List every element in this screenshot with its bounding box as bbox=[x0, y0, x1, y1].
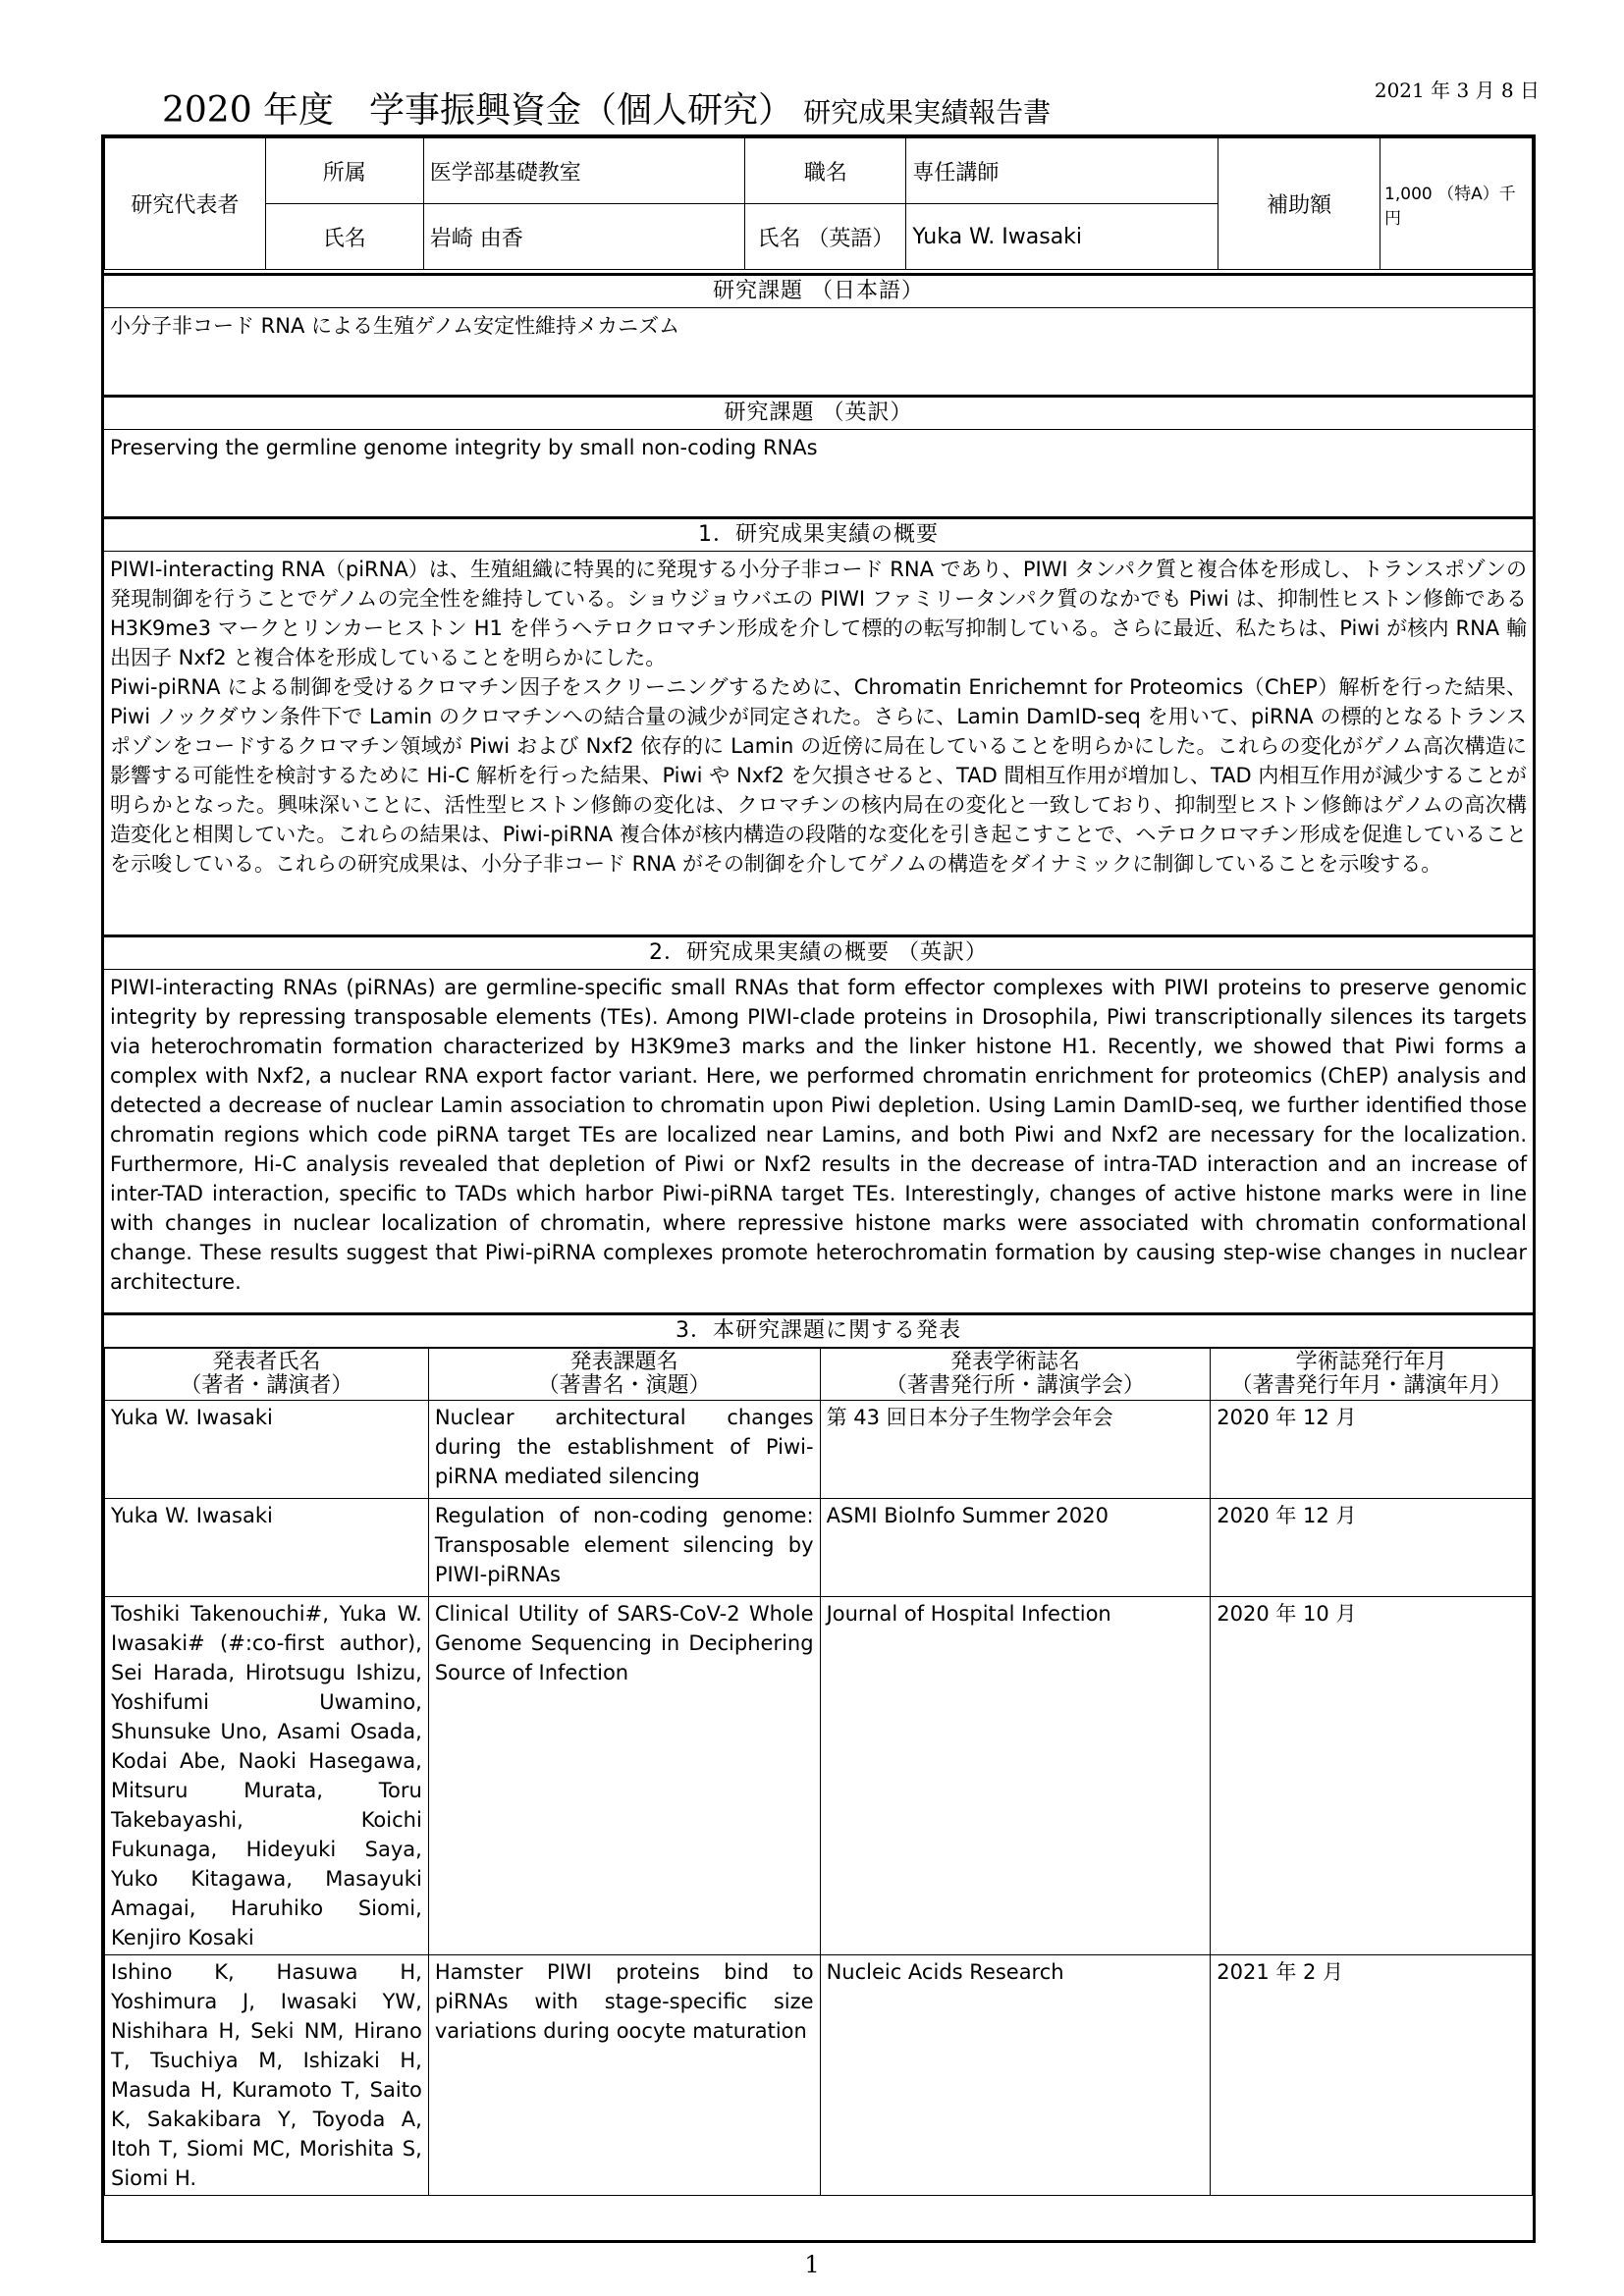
pub-authors: Ishino K, Hasuwa H, Yoshimura J, Iwasaki YW, Nishihara H, Seki NM, Hirano T, Tsuchiya M, Ishizaki H, Masuda H, Kuramoto T, Saito K, Sakakibara Y, Toyoda A, Itoh T, Siomi MC, Morishita S, Siomi H. bbox=[105, 1955, 429, 2196]
pub-date: 2020 年 12 月 bbox=[1211, 1401, 1533, 1499]
publications-header-row bbox=[105, 1349, 1533, 1401]
subsidy-amount: 1,000 （特A）千円 bbox=[1380, 138, 1533, 270]
pub-venue: ASMI BioInfo Summer 2020 bbox=[820, 1499, 1211, 1597]
summary-en-heading: 2．研究成果実績の概要 （英訳） bbox=[104, 937, 1533, 970]
pub-title: Nuclear architectural changes during the establishment of Piwi-piRNA mediated silencing bbox=[428, 1401, 820, 1499]
publication-row bbox=[105, 1401, 1533, 1499]
summary-en-section bbox=[104, 934, 1533, 1312]
subsidy-label: 補助額 bbox=[1218, 138, 1380, 270]
topic-en-section bbox=[104, 395, 1533, 516]
summary-jp-paragraph: PIWI-interacting RNA（piRNA）は、生殖組織に特異的に発現する小分子非コード RNA であり、PIWI タンパク質と複合体を形成し、トランスポゾンの発現制御を行うことでゲノムの完全性を維持している。ショウジョウバエの PIWI ファミリータンパク質のなかでも Piwi は、抑制性ヒストン修飾である H3K9me3 マークとリンカーヒストン H1 を伴うヘテロクロマチン形成を介して標的の転写抑制している。さらに最近、私たちは、Piwi が核内 RNA 輸出因子 Nxf2 と複合体を形成していることを明らかにした。 bbox=[110, 558, 1527, 669]
representative-label: 研究代表者 bbox=[105, 138, 266, 270]
summary-en-text: PIWI-interacting RNAs (piRNAs) are germline-specific small RNAs that form effector complexes with PIWI proteins to preserve genomic integrity by repressing transposable elements (TEs). Among PIWI-clade proteins in Drosophila, Piwi transcriptionally silences its targets via heterochromatin formation characterized by H3K9me3 marks and the linker histone H1. Recently, we showed that Piwi forms a complex with Nxf2, a nuclear RNA export factor variant. Here, we performed chromatin enrichment for proteomics (ChEP) analysis and detected a decrease of nuclear Lamin association to chromatin upon Piwi depletion. Using Lamin DamID-seq, we further identified those chromatin regions which code piRNA target TEs are localized near Lamins, and both Piwi and Nxf2 are necessary for the localization. Furthermore, Hi-C analysis revealed that depletion of Piwi or Nxf2 results in the decrease of intra-TAD interaction and an increase of inter-TAD interaction, specific to TADs which harbor Piwi-piRNA target TEs. Interestingly, changes of active histone marks were in line with changes in nuclear localization of chromatin, where repressive histone marks were associated with chromatin conformational change. These results suggest that Piwi-piRNA complexes promote heterochromatin formation by causing step-wise changes in nuclear architecture. bbox=[110, 976, 1527, 1294]
pub-title: Regulation of non-coding genome: Transposable element silencing by PIWI-piRNAs bbox=[428, 1499, 820, 1597]
pub-date: 2021 年 2 月 bbox=[1211, 1955, 1533, 2196]
column-header-date: 学術誌発行年月 （著書発行年月・講演年月） bbox=[1211, 1349, 1533, 1401]
summary-jp-section bbox=[104, 516, 1533, 934]
topic-jp-section bbox=[104, 273, 1533, 395]
pub-title: Clinical Utility of SARS-CoV-2 Whole Genome Sequencing in Deciphering Source of Infection bbox=[428, 1597, 820, 1955]
summary-jp-body bbox=[104, 552, 1533, 881]
column-header-venue: 発表学術誌名 （著書発行所・講演学会） bbox=[820, 1349, 1211, 1401]
pub-venue: Nucleic Acids Research bbox=[820, 1955, 1211, 2196]
summary-jp-paragraph: Piwi-piRNA による制御を受けるクロマチン因子をスクリーニングするために、Chromatin Enrichemnt for Proteomics（ChEP）解析を行った結果、Piwi ノックダウン条件下で Lamin のクロマチンへの結合量の減少が同定された。さらに、Lamin DamID-seq を用いて、piRNA の標的となるトランスポゾンをコードするクロマチン領域が Piwi および Nxf2 依存的に Lamin の近傍に局在していることを明らかにした。これらの変化がゲノム高次構造に影響する可能性を検討するために Hi-C 解析を行った結果、Piwi や Nxf2 を欠損させると、TAD 間相互作用が増加し、TAD 内相互作用が減少することが明らかとなった。興味深いことに、活性型ヒストン修飾の変化は、クロマチンの核内局在の変化と一致しており、抑制型ヒストン修飾はゲノムの高次構造変化と相関していた。これらの結果は、Piwi-piRNA 複合体が核内構造の段階的な変化を引き起こすことで、ヘテロクロマチン形成を促進していることを示唆している。これらの研究成果は、小分子非コード RNA がその制御を介してゲノムの構造をダイナミックに制御していることを示唆する。 bbox=[110, 675, 1527, 876]
publications-heading: 3．本研究課題に関する発表 bbox=[104, 1315, 1533, 1348]
topic-jp-heading: 研究課題 （日本語） bbox=[104, 276, 1533, 308]
topic-en-text: Preserving the germline genome integrity by small non-coding RNAs bbox=[110, 436, 818, 459]
report-frame bbox=[101, 134, 1536, 2243]
pub-title: Hamster PIWI proteins bind to piRNAs with stage-specific size variations during oocyte maturation bbox=[428, 1955, 820, 2196]
pub-date: 2020 年 10 月 bbox=[1211, 1597, 1533, 1955]
page-title bbox=[162, 82, 1051, 133]
name-en-label: 氏名 （英語） bbox=[745, 204, 906, 270]
summary-jp-heading: 1．研究成果実績の概要 bbox=[104, 519, 1533, 552]
pub-venue: 第 43 回日本分子生物学会年会 bbox=[820, 1401, 1211, 1499]
name-label: 氏名 bbox=[265, 204, 423, 270]
info-table bbox=[104, 137, 1533, 270]
title-main: 2020 年度 学事振興資金（個人研究） bbox=[162, 90, 794, 131]
publications-table bbox=[104, 1348, 1533, 2196]
name-en-value: Yuka W. Iwasaki bbox=[906, 204, 1218, 270]
affiliation-label: 所属 bbox=[265, 138, 423, 204]
pub-date: 2020 年 12 月 bbox=[1211, 1499, 1533, 1597]
publications-section bbox=[104, 1312, 1533, 2240]
name-value: 岩崎 由香 bbox=[423, 204, 745, 270]
publication-row bbox=[105, 1597, 1533, 1955]
pub-authors: Toshiki Takenouchi#, Yuka W. Iwasaki# (#:co-first author), Sei Harada, Hirotsugu Ishizu, Yoshifumi Uwamino, Shunsuke Uno, Asami Osada, Kodai Abe, Naoki Hasegawa, Mitsuru Murata, Toru Takebayashi, Koichi Fukunaga, Hideyuki Saya, Yuko Kitagawa, Masayuki Amagai, Haruhiko Siomi, Kenjiro Kosaki bbox=[105, 1597, 429, 1955]
title-sub: 研究成果実績報告書 bbox=[803, 96, 1052, 129]
publication-row bbox=[105, 1499, 1533, 1597]
pub-venue: Journal of Hospital Infection bbox=[820, 1597, 1211, 1955]
page-number: 1 bbox=[804, 2251, 820, 2278]
topic-en-heading: 研究課題 （英訳） bbox=[104, 398, 1533, 430]
affiliation-value: 医学部基礎教室 bbox=[423, 138, 745, 204]
topic-jp-text: 小分子非コード RNA による生殖ゲノム安定性維持メカニズム bbox=[110, 314, 680, 338]
publication-row bbox=[105, 1955, 1533, 2196]
pub-authors: Yuka W. Iwasaki bbox=[105, 1401, 429, 1499]
column-header-authors: 発表者氏名 （著者・講演者） bbox=[105, 1349, 429, 1401]
position-label: 職名 bbox=[745, 138, 906, 204]
position-value: 専任講師 bbox=[906, 138, 1218, 204]
report-date: 2021 年 3 月 8 日 bbox=[1374, 79, 1540, 102]
column-header-title: 発表課題名 （著書名・演題） bbox=[428, 1349, 820, 1401]
pub-authors: Yuka W. Iwasaki bbox=[105, 1499, 429, 1597]
